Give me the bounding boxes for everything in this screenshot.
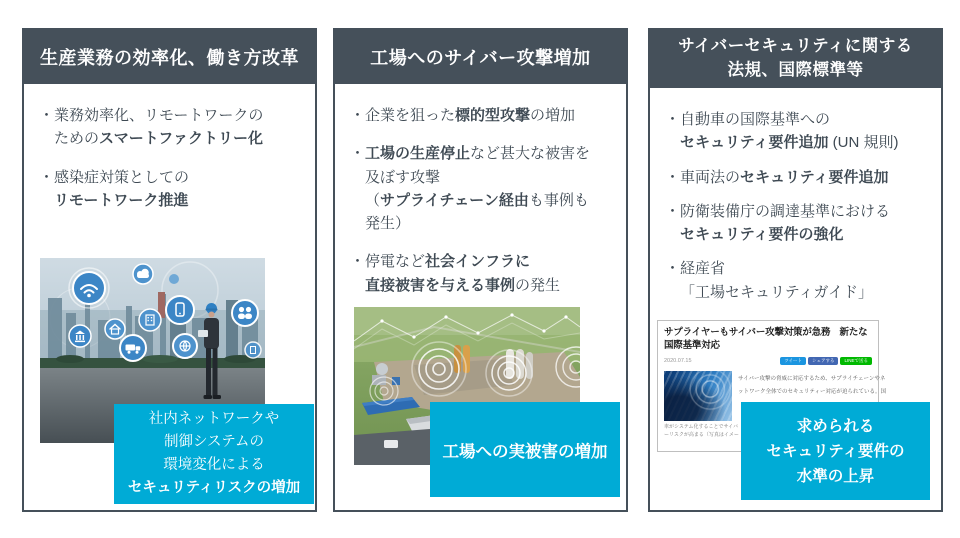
column-header-productivity: [24, 30, 315, 84]
article-thumbnail-keyboard-image: [664, 371, 732, 421]
home-icon: [105, 319, 125, 339]
bullet-text: ・自動車の国際基準への: [665, 111, 831, 128]
bullet-item: [350, 250, 613, 297]
bullet-text: ・経産省: [665, 260, 726, 278]
article-caption-line: 車がシステム化することでサイバ: [664, 424, 739, 431]
article-body-line: ットワーク全体でのセキュリティー対応が迫られている。国: [738, 389, 886, 396]
callout-line-bold: 求められる: [796, 417, 875, 435]
article-date: 2020.07.15: [664, 357, 692, 364]
bullet-text: も事例も: [528, 191, 589, 209]
column-header-text-line1: サイバーセキュリティに関する: [678, 37, 913, 56]
bullet-text-bold: 工場の生産停止: [365, 145, 471, 163]
bullet-text: ・: [350, 145, 366, 163]
article-caption: [664, 423, 739, 439]
bullet-text: ・停電など: [350, 253, 426, 271]
globe-chat-icon: [173, 334, 197, 358]
article-body-line: サイバー攻撃の脅威に対応するため、サプライチェーンやネ: [738, 376, 886, 383]
bullet-list: [650, 88, 941, 304]
column-card-cyber-attacks: [333, 28, 628, 512]
smartphone-icon: [166, 296, 194, 324]
callout-line-bold: セキュリティ要件の: [766, 442, 905, 460]
article-caption-line: ーリスクが高まる（写真はイメー: [664, 432, 739, 439]
column-card-regulations: [648, 28, 943, 512]
dot-icon: [169, 274, 179, 284]
column-card-productivity: [22, 28, 317, 512]
bullet-text-bold: 直接被害を与える事例: [365, 276, 516, 294]
callout-real-damage-increase: [430, 402, 620, 497]
bullet-item: [39, 166, 302, 213]
bullet-text-bold: スマートファクトリー化: [99, 130, 263, 148]
bullet-text: ための: [54, 130, 100, 148]
cloud-icon: [133, 264, 153, 284]
truck-icon: [120, 335, 146, 361]
bullet-text-bold: セキュリティ要件の強化: [680, 226, 844, 243]
tweet-button[interactable]: ツイート: [780, 357, 806, 365]
bullet-text: など甚大な被害を: [470, 145, 591, 163]
bullet-text: の発生: [515, 276, 561, 294]
facebook-share-button[interactable]: シェアする: [808, 357, 838, 365]
column-header-cyber-attacks: [335, 30, 626, 84]
bank-icon: [69, 325, 91, 347]
callout-line-bold: 水準の上昇: [796, 467, 875, 485]
bullet-text-bold: 標的型攻撃: [455, 107, 531, 124]
column-header-regulations: [650, 30, 941, 88]
callout-line: 環境変化による: [163, 457, 265, 473]
bullet-item: [39, 104, 302, 151]
article-title-line: 国際基準対応: [664, 339, 720, 351]
bullet-item: [665, 200, 928, 247]
bullet-text-bold: 社会インフラに: [425, 253, 531, 271]
callout-line-bold: 工場への実被害の増加: [442, 442, 608, 461]
bullet-text-bold: セキュリティ要件追加: [680, 134, 829, 152]
bullet-text: 及ぼす攻撃: [365, 168, 441, 186]
bullet-item: [665, 257, 928, 304]
bullet-item: [350, 104, 613, 127]
bullet-item: [665, 166, 928, 189]
column-header-text: 生産業務の効率化、働き方改革: [40, 48, 299, 68]
bullet-text: ・感染症対策としての: [39, 168, 190, 186]
bullet-text-bold: セキュリティ要件追加: [740, 168, 889, 186]
article-title-line: サプライヤーもサイバー攻撃対策が急務 新たな: [664, 327, 868, 338]
article-share-buttons: [780, 357, 872, 365]
callout-line-bold: セキュリティリスクの増加: [127, 480, 301, 496]
bullet-text: 「工場セキュリティガイド」: [680, 283, 874, 301]
callout-line: 制御システムの: [163, 434, 265, 450]
column-header-text: 工場へのサイバー攻撃増加: [370, 48, 591, 68]
bullet-text-bold: リモートワーク推進: [54, 191, 189, 209]
bullet-item: [665, 108, 928, 155]
bullet-text: ・業務効率化、リモートワークの: [39, 107, 264, 124]
bullet-text: ・企業を狙った: [350, 107, 456, 124]
bullet-text: ・車両法の: [665, 168, 741, 186]
factory-building-icon: [139, 309, 161, 331]
line-share-button[interactable]: LINEで送る: [840, 357, 872, 365]
column-header-text-line2: 法規、国際標準等: [727, 61, 864, 79]
bullet-list: [335, 84, 626, 297]
article-title: [664, 327, 872, 353]
callout-security-risk-increase: [114, 404, 314, 504]
bullet-text: 発生）: [365, 215, 411, 232]
building-small-icon: [245, 342, 261, 358]
bullet-text: の増加: [530, 107, 576, 124]
bullet-list: [24, 84, 315, 212]
bullet-text: (UN 規則): [828, 134, 899, 152]
bullet-item: [350, 142, 613, 235]
people-icon: [232, 300, 258, 326]
bullet-text-bold: サプライチェーン経由: [380, 191, 529, 209]
callout-line: 社内ネットワークや: [148, 411, 280, 427]
callout-security-requirements-rise: [741, 402, 930, 500]
article-meta-row: [664, 357, 872, 365]
bullet-text: （: [365, 191, 381, 209]
bullet-text: ・防衛装備庁の調達基準における: [665, 202, 891, 220]
wifi-icon: [69, 268, 109, 308]
